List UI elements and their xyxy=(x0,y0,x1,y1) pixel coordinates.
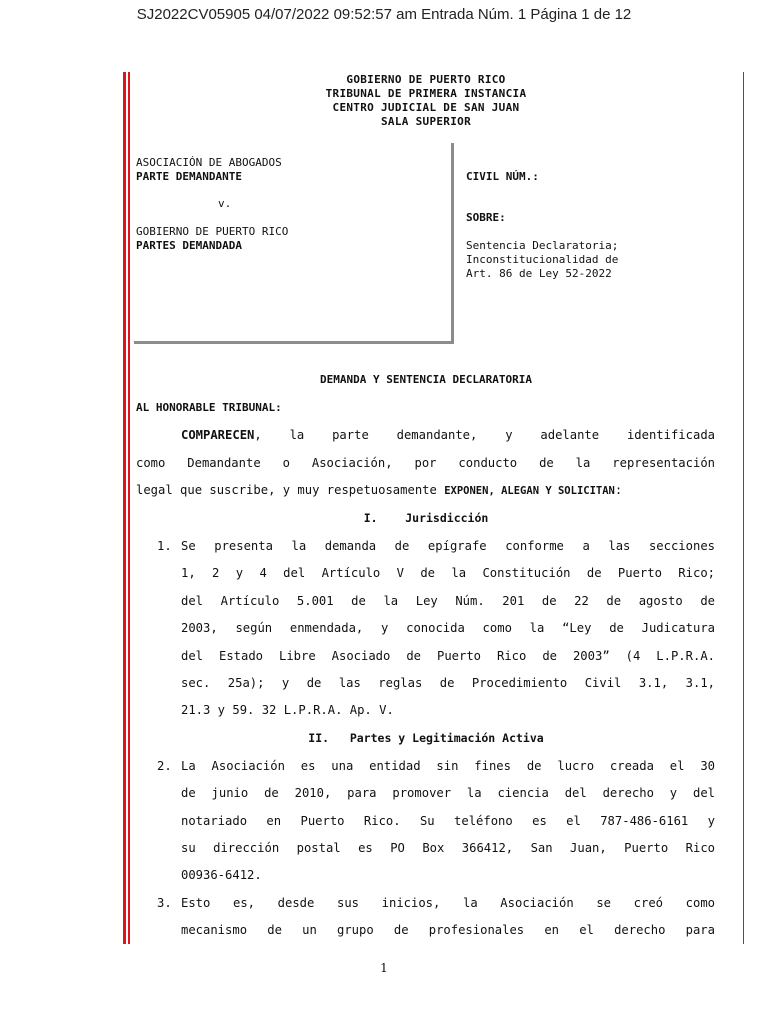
plaintiff-role: PARTE DEMANDANTE xyxy=(136,170,242,183)
document-title: DEMANDA Y SENTENCIA DECLARATORIA xyxy=(320,373,532,386)
item-2-line-4: su dirección postal es PO Box 366412, San Juan, Puerto Rico xyxy=(181,841,715,855)
plaintiff-name: ASOCIACIÓN DE ABOGADOS xyxy=(136,156,282,169)
item-3-line-2: mecanismo de un grupo de profesionales en el derecho para xyxy=(181,923,715,937)
item-1-line-3: del Artículo 5.001 de la Ley Núm. 201 de 22 de agosto de xyxy=(181,594,715,608)
item-number-2: 2. xyxy=(157,759,172,773)
intro-line-2: como Demandante o Asociación, por conducto de la representación xyxy=(136,456,715,470)
item-2-line-3: notariado en Puerto Rico. Su teléfono es el 787-486-6161 y xyxy=(181,814,715,828)
intro-bold-comparecen: COMPARECEN xyxy=(181,428,255,442)
intro-colon: : xyxy=(614,483,623,497)
page-number: 1 xyxy=(380,961,388,975)
item-3-line-1: Esto es, desde sus inicios, la Asociación se creó como xyxy=(181,896,715,910)
intro-line-3-text: legal que suscribe, y muy respetuosamente xyxy=(136,483,445,497)
intro-line-1-text: , la parte demandante, y adelante identificada xyxy=(254,428,715,442)
right-margin-rule xyxy=(743,72,744,944)
item-number-1: 1. xyxy=(157,539,172,553)
item-1-line-5: del Estado Libre Asociado de Puerto Rico de 2003” (4 L.P.R.A. xyxy=(181,649,715,663)
sobre-line-2: Inconstitucionalidad de xyxy=(466,253,619,266)
filing-stamp: SJ2022CV05905 04/07/2022 09:52:57 am Entrada Núm. 1 Página 1 de 12 xyxy=(136,6,632,23)
item-1-line-4: 2003, según enmendada, y conocida como la “Ley de Judicatura xyxy=(181,621,715,635)
intro-bold-request: EXPONEN, ALEGAN Y SOLICITAN xyxy=(444,485,615,497)
left-margin-rule xyxy=(123,72,126,944)
item-1-line-2: 1, 2 y 4 del Artículo V de la Constitución de Puerto Rico; xyxy=(181,566,715,580)
versus: v. xyxy=(218,197,232,210)
court-line-1: GOBIERNO DE PUERTO RICO xyxy=(346,73,506,86)
item-2-line-5: 00936-6412. xyxy=(181,868,262,882)
court-header xyxy=(136,73,716,129)
court-line-3: CENTRO JUDICIAL DE SAN JUAN xyxy=(332,101,520,114)
item-1-line-7: 21.3 y 59. 32 L.P.R.A. Ap. V. xyxy=(181,703,394,717)
item-1-line-6: sec. 25a); y de las reglas de Procedimiento Civil 3.1, 3.1, xyxy=(181,676,715,690)
civil-number-label: CIVIL NÚM.: xyxy=(466,170,539,183)
item-2-line-2: de junio de 2010, para promover la ciencia del derecho y del xyxy=(181,786,715,800)
salutation: AL HONORABLE TRIBUNAL: xyxy=(136,401,282,414)
sobre-label: SOBRE: xyxy=(466,211,506,224)
sobre-line-3: Art. 86 de Ley 52-2022 xyxy=(466,267,612,280)
intro-line-3 xyxy=(136,483,715,498)
item-2-line-1: La Asociación es una entidad sin fines de lucro creada el 30 xyxy=(181,759,715,773)
section-heading-partes: II. Partes y Legitimación Activa xyxy=(308,731,544,745)
defendant-name: GOBIERNO DE PUERTO RICO xyxy=(136,225,289,238)
left-margin-rule-inner xyxy=(128,72,130,944)
section-heading-jurisdiccion: I. Jurisdicción xyxy=(363,511,489,525)
defendant-role: PARTES DEMANDADA xyxy=(136,239,242,252)
item-number-3: 3. xyxy=(157,896,172,910)
court-line-4: SALA SUPERIOR xyxy=(381,115,471,128)
court-line-2: TRIBUNAL DE PRIMERA INSTANCIA xyxy=(325,87,527,100)
item-1-line-1: Se presenta la demanda de epígrafe conforme a las secciones xyxy=(181,539,715,553)
sobre-line-1: Sentencia Declaratoria; xyxy=(466,239,619,252)
intro-line-1 xyxy=(181,428,715,442)
